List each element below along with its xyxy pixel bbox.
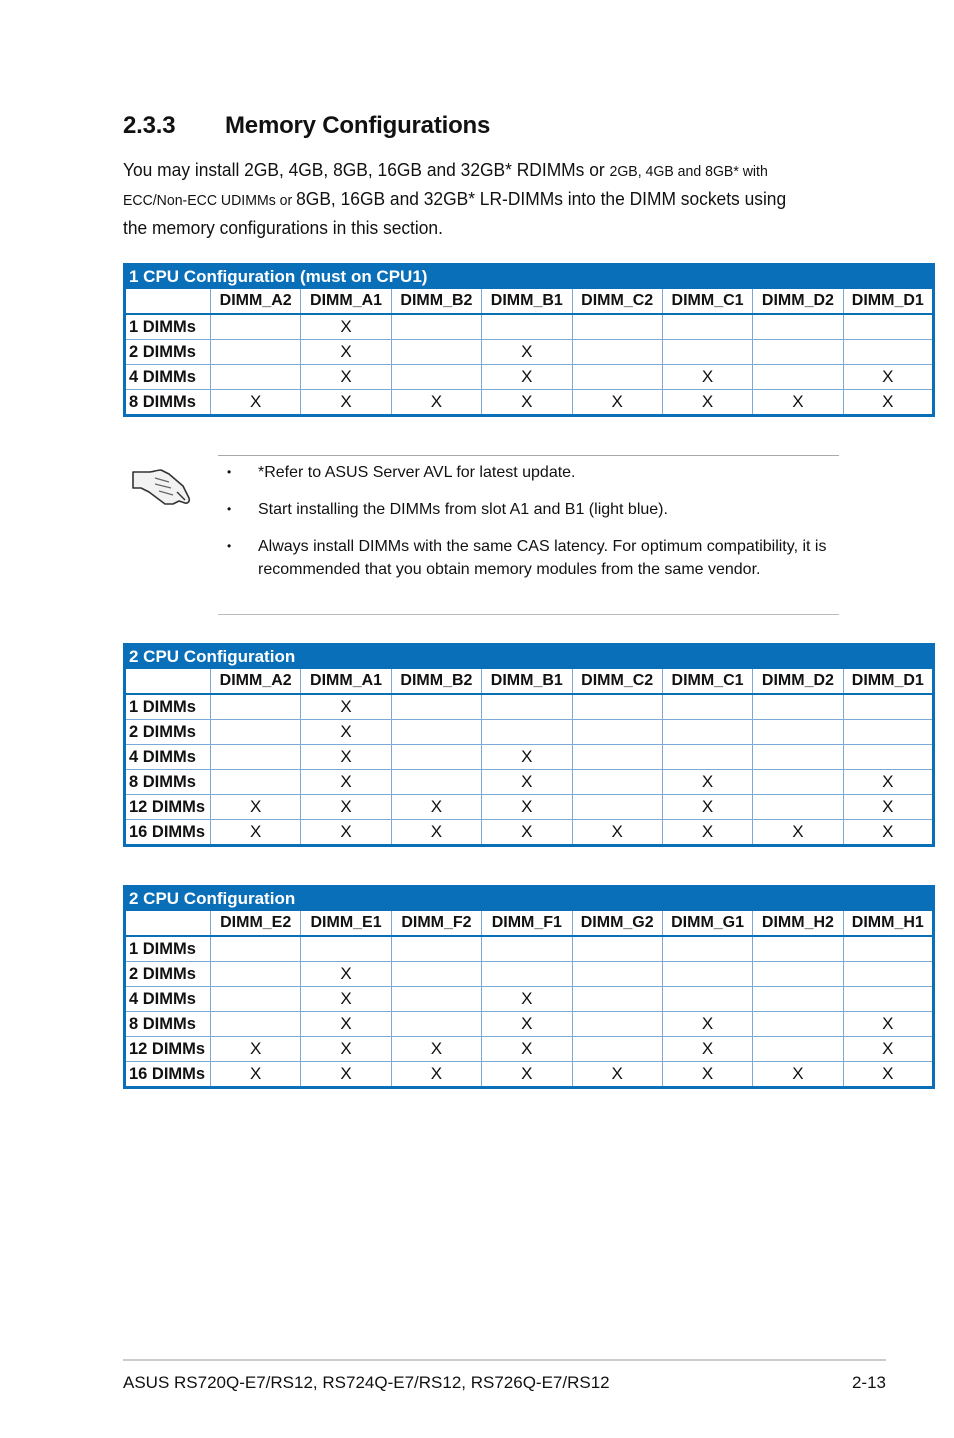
table-cell: [211, 340, 301, 365]
table-cell: X: [301, 820, 391, 846]
table-cell: X: [391, 820, 481, 846]
row-header: 2 DIMMs: [125, 720, 211, 745]
table-row: [125, 1037, 934, 1062]
bullet: •: [227, 465, 232, 479]
table-cell: X: [391, 1037, 481, 1062]
table-header-row: [125, 289, 934, 315]
table-2cpu-config-e-h: [123, 885, 935, 1089]
table-cell: [391, 770, 481, 795]
row-header: 8 DIMMs: [125, 390, 211, 416]
table-cell: X: [753, 820, 843, 846]
table-cell: X: [662, 1012, 752, 1037]
table-cell: [572, 936, 662, 962]
table-cell: [753, 1012, 843, 1037]
table-cell: [572, 770, 662, 795]
table-cell: X: [662, 820, 752, 846]
table-row: [125, 795, 934, 820]
column-header: DIMM_C2: [572, 669, 662, 695]
table-cell: X: [211, 1062, 301, 1088]
table-row: [125, 1012, 934, 1037]
table-cell: [572, 987, 662, 1012]
row-header: 4 DIMMs: [125, 745, 211, 770]
table-title: 2 CPU Configuration: [125, 645, 934, 669]
note-box: [123, 455, 839, 615]
table-title: 2 CPU Configuration: [125, 887, 934, 911]
intro-text-2: 2GB, 4GB and 8GB* with ECC/Non-ECC UDIMMs or: [123, 163, 768, 209]
table-cell: X: [662, 795, 752, 820]
table-cell: [753, 795, 843, 820]
table-cell: [211, 770, 301, 795]
table-row: [125, 745, 934, 770]
table-cell: X: [572, 820, 662, 846]
table-cell: X: [301, 694, 391, 720]
footer-rule: [123, 1359, 886, 1361]
table-cell: [391, 962, 481, 987]
section-number: 2.3.3: [123, 112, 176, 139]
table-cell: X: [482, 795, 572, 820]
page-number: 2-13: [851, 1373, 886, 1392]
note-item: [218, 535, 839, 581]
table-cell: X: [301, 745, 391, 770]
table-cell: [843, 962, 933, 987]
table-cell: [482, 720, 572, 745]
table-row: [125, 770, 934, 795]
note-text: Always install DIMMs with the same CAS latency. For optimum compatibility, it is recommended that you obtain memory modules from the same vendor.: [258, 538, 827, 578]
column-header: DIMM_B2: [391, 289, 481, 315]
table-cell: [753, 365, 843, 390]
table-cell: X: [482, 745, 572, 770]
column-header: DIMM_A1: [301, 289, 391, 315]
note-rule-bottom: [218, 614, 839, 615]
table-row: [125, 340, 934, 365]
table-cell: X: [843, 1062, 933, 1088]
note-item: [218, 461, 839, 484]
table-cell: [843, 987, 933, 1012]
table-cell: [753, 694, 843, 720]
table-cell: X: [662, 390, 752, 416]
table-cell: X: [843, 365, 933, 390]
table-cell: [753, 314, 843, 340]
table-cell: X: [843, 795, 933, 820]
table-cell: X: [482, 1062, 572, 1088]
table-row: [125, 1062, 934, 1088]
table-cell: X: [662, 1062, 752, 1088]
table-cell: X: [301, 390, 391, 416]
column-header: DIMM_B1: [482, 289, 572, 315]
row-header: 8 DIMMs: [125, 770, 211, 795]
table-cell: X: [301, 1062, 391, 1088]
table-cell: [482, 962, 572, 987]
table-cell: [843, 720, 933, 745]
table-cell: X: [572, 390, 662, 416]
table-cell: X: [301, 1037, 391, 1062]
table-cell: X: [482, 365, 572, 390]
row-header: 12 DIMMs: [125, 1037, 211, 1062]
table-cell: [211, 720, 301, 745]
table-cell: [572, 314, 662, 340]
table-cell: X: [843, 820, 933, 846]
table-cell: [753, 770, 843, 795]
table-corner-cell: [125, 669, 211, 695]
table-cell: [211, 365, 301, 390]
table-cell: [753, 987, 843, 1012]
table-title-row: [125, 265, 934, 289]
table-cell: [753, 1037, 843, 1062]
table-cell: [211, 962, 301, 987]
table-cell: [482, 936, 572, 962]
table-2cpu-config-a-d: [123, 643, 935, 847]
note-text: Start installing the DIMMs from slot A1 and B1 (light blue).: [258, 501, 668, 518]
table-cell: [391, 314, 481, 340]
note-rule-top: [218, 455, 839, 456]
row-header: 16 DIMMs: [125, 820, 211, 846]
table-cell: [843, 936, 933, 962]
table-cell: [662, 340, 752, 365]
table-cell: [391, 1012, 481, 1037]
table-cell: [211, 694, 301, 720]
table-row: [125, 720, 934, 745]
section-title: Memory Configurations: [225, 112, 491, 139]
table-cell: [753, 936, 843, 962]
table-row: [125, 365, 934, 390]
row-header: 1 DIMMs: [125, 314, 211, 340]
table-title-row: [125, 645, 934, 669]
intro-text-1: You may install 2GB, 4GB, 8GB, 16GB and 32GB* RDIMMs or: [123, 159, 610, 180]
table-cell: [482, 314, 572, 340]
table-cell: X: [211, 390, 301, 416]
row-header: 16 DIMMs: [125, 1062, 211, 1088]
table-cell: [662, 694, 752, 720]
table-cell: X: [482, 820, 572, 846]
row-header: 1 DIMMs: [125, 694, 211, 720]
section-heading: [123, 112, 490, 140]
footer-product-names: ASUS RS720Q-E7/RS12, RS724Q-E7/RS12, RS726Q-E7/RS12: [123, 1373, 610, 1392]
table-cell: [391, 365, 481, 390]
table-cell: X: [662, 1037, 752, 1062]
table-cell: [753, 720, 843, 745]
table-cell: X: [843, 1037, 933, 1062]
row-header: 2 DIMMs: [125, 340, 211, 365]
table-cell: [211, 1012, 301, 1037]
table-cell: X: [391, 795, 481, 820]
column-header: DIMM_D2: [753, 289, 843, 315]
column-header: DIMM_F1: [482, 911, 572, 937]
table-cell: [572, 365, 662, 390]
pointing-hand-icon: [129, 458, 193, 508]
table-cell: [482, 694, 572, 720]
table-cell: [843, 745, 933, 770]
table-cell: [662, 987, 752, 1012]
column-header: DIMM_C1: [662, 669, 752, 695]
table-cell: X: [211, 795, 301, 820]
table-cell: X: [301, 720, 391, 745]
table-cell: X: [843, 390, 933, 416]
table-cell: X: [662, 770, 752, 795]
column-header: DIMM_A2: [211, 669, 301, 695]
table-cell: [391, 987, 481, 1012]
table-cell: [391, 936, 481, 962]
table-cell: X: [482, 770, 572, 795]
table-cell: [572, 745, 662, 770]
row-header: 12 DIMMs: [125, 795, 211, 820]
note-item: [218, 498, 839, 521]
row-header: 1 DIMMs: [125, 936, 211, 962]
column-header: DIMM_A2: [211, 289, 301, 315]
table-cell: X: [301, 795, 391, 820]
column-header: DIMM_G2: [572, 911, 662, 937]
table-title-row: [125, 887, 934, 911]
table-cell: [753, 340, 843, 365]
table-cell: [211, 314, 301, 340]
table-cell: X: [301, 1012, 391, 1037]
table-cell: [572, 795, 662, 820]
table-cell: [211, 936, 301, 962]
table-cell: [843, 340, 933, 365]
row-header: 2 DIMMs: [125, 962, 211, 987]
table-cell: X: [753, 390, 843, 416]
column-header: DIMM_A1: [301, 669, 391, 695]
column-header: DIMM_C2: [572, 289, 662, 315]
row-header: 4 DIMMs: [125, 987, 211, 1012]
table-header-row: [125, 669, 934, 695]
table-cell: [572, 720, 662, 745]
table-row: [125, 390, 934, 416]
table-corner-cell: [125, 911, 211, 937]
table-cell: [753, 962, 843, 987]
table-cell: X: [572, 1062, 662, 1088]
table-cell: X: [301, 314, 391, 340]
table-cell: [572, 1012, 662, 1037]
table-cell: [843, 314, 933, 340]
table-cell: [662, 962, 752, 987]
table-cell: X: [211, 1037, 301, 1062]
table-row: [125, 962, 934, 987]
note-text: *Refer to ASUS Server AVL for latest update.: [258, 464, 576, 481]
column-header: DIMM_E2: [211, 911, 301, 937]
column-header: DIMM_C1: [662, 289, 752, 315]
intro-text-3: 8GB, 16GB and 32GB* LR-DIMMs into the DIMM sockets using the memory configurations in this section.: [123, 188, 787, 238]
table-cell: X: [301, 365, 391, 390]
table-cell: [572, 694, 662, 720]
table-cell: X: [301, 770, 391, 795]
table-cell: X: [391, 1062, 481, 1088]
row-header: 8 DIMMs: [125, 1012, 211, 1037]
table-cell: [301, 936, 391, 962]
column-header: DIMM_B2: [391, 669, 481, 695]
row-header: 4 DIMMs: [125, 365, 211, 390]
table-cell: X: [753, 1062, 843, 1088]
table-row: [125, 936, 934, 962]
table-cell: X: [662, 365, 752, 390]
table-cell: [753, 745, 843, 770]
table-cell: [211, 745, 301, 770]
table-cell: [662, 314, 752, 340]
column-header: DIMM_D1: [843, 289, 933, 315]
table-cell: X: [482, 987, 572, 1012]
column-header: DIMM_G1: [662, 911, 752, 937]
table-cell: X: [301, 340, 391, 365]
table-row: [125, 987, 934, 1012]
table-cell: [391, 745, 481, 770]
table-cell: X: [482, 1037, 572, 1062]
table-cell: X: [843, 770, 933, 795]
intro-paragraph: [123, 156, 800, 241]
bullet: •: [227, 502, 232, 516]
column-header: DIMM_H1: [843, 911, 933, 937]
table-cell: [391, 694, 481, 720]
table-cell: [662, 745, 752, 770]
column-header: DIMM_F2: [391, 911, 481, 937]
column-header: DIMM_H2: [753, 911, 843, 937]
table-title: 1 CPU Configuration (must on CPU1): [125, 265, 934, 289]
table-cell: [391, 720, 481, 745]
table-cell: [662, 936, 752, 962]
table-cell: X: [482, 340, 572, 365]
table-cell: [572, 1037, 662, 1062]
table-corner-cell: [125, 289, 211, 315]
table-cell: [572, 962, 662, 987]
column-header: DIMM_D1: [843, 669, 933, 695]
table-cell: [662, 720, 752, 745]
table-1cpu-config: [123, 263, 935, 417]
table-cell: X: [843, 1012, 933, 1037]
table-row: [125, 314, 934, 340]
table-cell: X: [301, 962, 391, 987]
bullet: •: [227, 539, 232, 553]
table-cell: X: [482, 1012, 572, 1037]
table-header-row: [125, 911, 934, 937]
table-cell: X: [391, 390, 481, 416]
column-header: DIMM_E1: [301, 911, 391, 937]
table-cell: [391, 340, 481, 365]
table-cell: [211, 987, 301, 1012]
table-cell: [843, 694, 933, 720]
table-cell: X: [211, 820, 301, 846]
table-row: [125, 820, 934, 846]
column-header: DIMM_B1: [482, 669, 572, 695]
note-list: [218, 461, 839, 595]
table-cell: X: [482, 390, 572, 416]
column-header: DIMM_D2: [753, 669, 843, 695]
table-cell: [572, 340, 662, 365]
table-row: [125, 694, 934, 720]
table-cell: X: [301, 987, 391, 1012]
